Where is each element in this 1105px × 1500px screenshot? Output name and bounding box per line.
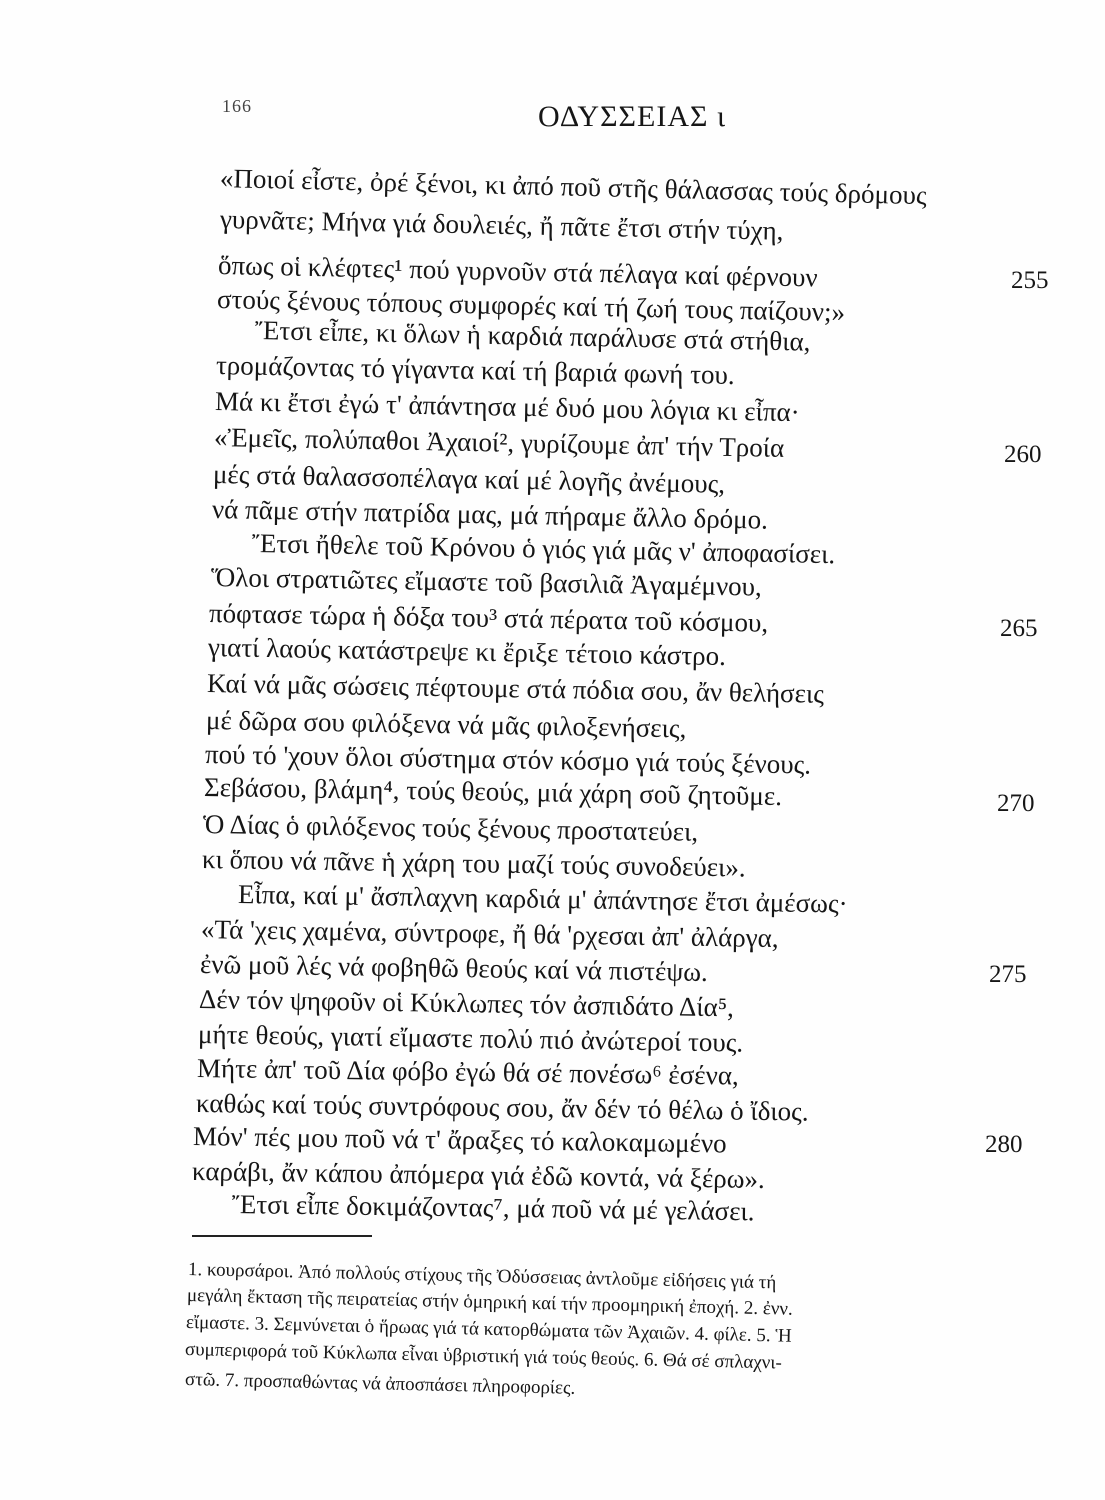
verse-line: Μά κι ἔτσι ἐγώ τ' ἀπάντησα μέ δυό μου λόγια κι εἶπα· [214, 386, 800, 428]
verse-line: γιατί λαούς κατάστρεψε κι ἔριξε τέτοιο κάστρο. [207, 632, 727, 672]
verse-line: πού τό 'χουν ὅλοι σύστημα στόν κόσμο γιά τούς ξένους. [204, 739, 812, 780]
verse-line: Σεβάσου, βλάμη⁴, τούς θεούς, μιά χάρη σοῦ ζητοῦμε. [203, 772, 783, 812]
verse-line: καράβι, ἄν κάπου ἀπόμερα γιά ἐδῶ κοντά, νά ξέρω». [191, 1156, 765, 1194]
verse-line: Καί νά μᾶς σώσεις πέφτουμε στά πόδια σου, ἄν θελήσεις [206, 668, 825, 709]
footnote-line: συμπεριφορά τοῦ Κύκλωπα εἶναι ὑβριστική γιά τούς θεούς. 6. Θά σέ σπλαχνι- [184, 1339, 783, 1374]
line-number: 280 [985, 1131, 1023, 1158]
verse-line: νά πᾶμε στήν πατρίδα μας, μά πήραμε ἄλλο δρόμο. [211, 494, 769, 535]
verse-line: Δέν τόν ψηφοῦν οἱ Κύκλωπες τόν ἀσπιδάτο Δία⁵, [198, 984, 735, 1023]
page-number: 166 [222, 96, 252, 116]
verse-line: «Τά 'χεις χαμένα, σύντροφε, ἤ θά 'ρχεσαι ἀπ' ἀλάργα, [200, 914, 779, 954]
running-title: ΟΔΥΣΣΕΙΑΣ ι [538, 100, 727, 133]
verse-line: Ἔτσι ἤθελε τοῦ Κρόνου ὁ γιός γιά μᾶς ν' ἀποφασίσει. [251, 528, 836, 570]
line-number: 255 [1011, 267, 1049, 294]
verse-line: μήτε θεούς, γιατί εἴμαστε πολύ πιό ἀνώτεροί τους. [197, 1019, 744, 1058]
verse-line: ἐνῶ μοῦ λές νά φοβηθῶ θεούς καί νά πιστέψω. [199, 949, 708, 987]
verse-line: μέ δῶρα σου φιλόξενα νά μᾶς φιλοξενήσεις, [205, 705, 687, 744]
verse-line: καθώς καί τούς συντρόφους σου, ἄν δέν τό θέλω ὁ ἴδιος. [195, 1088, 809, 1127]
footnote-line: 1. κουρσάροι. Ἀπό πολλούς στίχους τῆς Ὀδύσσειας ἀντλοῦμε εἰδήσεις γιά τή [187, 1259, 777, 1294]
footnote-separator [192, 1235, 372, 1237]
verse-line: πόφτασε τώρα ἡ δόξα του³ στά πέρατα τοῦ κόσμου, [208, 598, 769, 638]
line-number: 265 [1000, 615, 1038, 642]
verse-line: μές στά θαλασσοπέλαγα καί μέ λογῆς ἀνέμους, [212, 459, 726, 499]
verse-line: Ὁ Δίας ὁ φιλόξενος τούς ξένους προστατεύει, [202, 809, 699, 847]
verse-line: Εἶπα, καί μ' ἄσπλαχνη καρδιά μ' ἀπάντησε ἔτσι ἀμέσως· [237, 879, 848, 919]
verse-line: Ἔτσι εἶπε, κι ὅλων ἡ καρδιά παράλυσε στά στήθια, [254, 315, 811, 357]
footnote-line: εἴμαστε. 3. Σεμνύνεται ὁ ἥρωας γιά τά κατορθώματα τῶν Ἀχαιῶν. 4. φίλε. 5. Ἡ [185, 1312, 792, 1347]
verse-line: Ἔτσι εἶπε δοκιμάζοντας⁷, μά ποῦ νά μέ γελάσει. [231, 1189, 755, 1227]
verse-line: Ὅλοι στρατιῶτες εἴμαστε τοῦ βασιλιᾶ Ἀγαμέμνου, [210, 562, 763, 602]
footnote-line: στῶ. 7. προσπαθώντας νά ἀποσπάσει πληροφορίες. [184, 1369, 576, 1399]
verse-line: γυρνᾶτε; Μήνα γιά δουλειές, ἤ πᾶτε ἔτσι στήν τύχη, [219, 204, 784, 246]
footnote-line: μεγάλη ἔκταση τῆς πειρατείας στήν ὁμηρική καί τήν προομηρική ἐποχή. 2. ἐνν. [186, 1285, 793, 1320]
verse-line: τρομάζοντας τό γίγαντα καί τή βαριά φωνή του. [215, 350, 735, 390]
verse-line: στούς ξένους τόπους συμφορές καί τή ζωή τους παίζουν;» [216, 284, 846, 328]
verse-line: ὅπως οἱ κλέφτες¹ πού γυρνοῦν στά πέλαγα καί φέρνουν [217, 250, 819, 293]
verse-line: Μόν' πές μου ποῦ νά τ' ἄραξες τό καλοκαμωμένο [192, 1121, 727, 1159]
verse-line: Μήτε ἀπ' τοῦ Δία φόβο ἐγώ θά σέ πονέσω⁶ ἐσένα, [196, 1053, 739, 1091]
verse-line: «Ἐμεῖς, πολύπαθοι Ἀχαιοί², γυρίζουμε ἀπ' τήν Τροία [213, 422, 785, 463]
verse-line: «Ποιοί εἶστε, ὀρέ ξένοι, κι ἀπό ποῦ στῆς θάλασσας τούς δρόμους [219, 163, 927, 211]
verse-line: κι ὅπου νά πᾶνε ἡ χάρη του μαζί τούς συνοδεύει». [201, 844, 746, 883]
line-number: 260 [1004, 441, 1042, 468]
line-number: 275 [989, 961, 1027, 988]
line-number: 270 [997, 790, 1035, 817]
